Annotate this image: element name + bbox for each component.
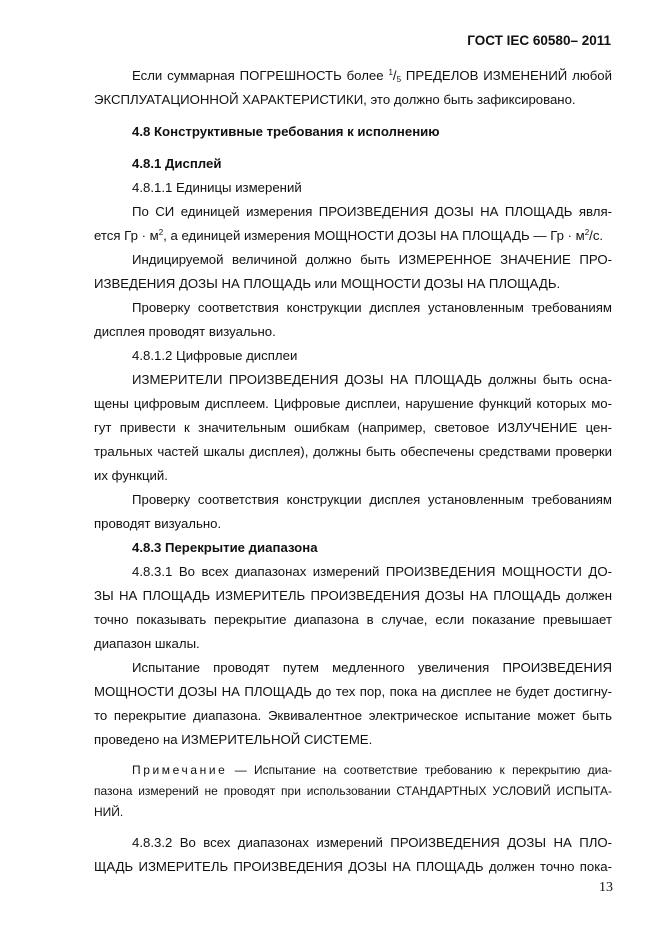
- section-heading-4-8: 4.8 Конструктивные требования к исполнению: [132, 124, 440, 139]
- page-number: 13: [599, 880, 613, 895]
- test-paragraph: Испытание проводят путем медленного увеличения ПРОИЗВЕДЕНИЯ МОЩНОСТИ ДОЗЫ НА ПЛОЩАДЬ до тех пор, пока на дисплее не будет достигну- то перекрытие диапазона. Эквивалентное электрическое испытание может быть проведено на ИЗМЕРИТЕЛЬНОЙ СИСТЕМЕ.: [94, 660, 612, 747]
- digital-displays-paragraph: ИЗМЕРИТЕЛИ ПРОИЗВЕДЕНИЯ ДОЗЫ НА ПЛОЩАДЬ должны быть осна- щены цифровым дисплеем. Цифровые дисплеи, нарушение функций которых мо- гут привести к значительным ошибкам (например, световое ИЗЛУЧЕНИЕ цен- тральных частей шкалы дисплея), должны быть обеспечены средствами проверки их функций.: [94, 372, 612, 483]
- intro-paragraph: Если суммарная ПОГРЕШНОСТЬ более $^1/_5$ ПРЕДЕЛОВ ИЗМЕНЕНИЙ любой ЭКСПЛУАТАЦИОННОЙ ХАРАКТЕРИСТИКИ, это должно быть зафиксировано.: [94, 68, 612, 107]
- section-heading-4-8-3: 4.8.3 Перекрытие диапазона: [132, 540, 318, 555]
- note-paragraph: Примечание — Испытание на соответствие требованию к перекрытию диа- пазона измерений не проводят при использовании СТАНДАРТНЫХ УСЛОВИЙ ИСПЫТА- НИЙ.: [94, 763, 612, 819]
- paragraph-4-8-3-2: 4.8.3.2 Во всех диапазонах измерений ПРОИЗВЕДЕНИЯ ДОЗЫ НА ПЛО- ЩАДЬ ИЗМЕРИТЕЛЬ ПРОИЗВЕДЕНИЯ ДОЗЫ НА ПЛОЩАДЬ должен точно пока-: [94, 835, 612, 874]
- check-paragraph-1: Проверку соответствия конструкции дисплея установленным требованиям дисплея проводят визуально.: [94, 300, 612, 339]
- indicated-value-paragraph: Индицируемой величиной должно быть ИЗМЕРЕННОЕ ЗНАЧЕНИЕ ПРО- ИЗВЕДЕНИЯ ДОЗЫ НА ПЛОЩАДЬ или МОЩНОСТИ ДОЗЫ НА ПЛОЩАДЬ.: [94, 252, 612, 291]
- section-heading-4-8-1: 4.8.1 Дисплей: [132, 156, 222, 171]
- note-label: Примечание: [132, 763, 228, 777]
- check-paragraph-2: Проверку соответствия конструкции дисплея установленным требованиям проводят визуально.: [94, 492, 612, 531]
- range-overlap-paragraph: 4.8.3.1 Во всех диапазонах измерений ПРОИЗВЕДЕНИЯ МОЩНОСТИ ДО- ЗЫ НА ПЛОЩАДЬ ИЗМЕРИТЕЛЬ ПРОИЗВЕДЕНИЯ ДОЗЫ НА ПЛОЩАДЬ должен точно показывать перекрытие диапазона в случае, если показание превышает диапазон шкалы.: [94, 564, 612, 651]
- subsection-heading-4-8-1-2: 4.8.1.2 Цифровые дисплеи: [132, 348, 298, 363]
- subsection-heading-4-8-1-1: 4.8.1.1 Единицы измерений: [132, 180, 302, 195]
- document-body: [94, 64, 612, 879]
- units-paragraph: По СИ единицей измерения ПРОИЗВЕДЕНИЯ ДОЗЫ НА ПЛОЩАДЬ явля- ется Гр · $м^2$, а единицей измерения МОЩНОСТИ ДОЗЫ НА ПЛОЩАДЬ — Гр · $м^2/с$.: [94, 204, 612, 243]
- document-header: ГОСТ IEC 60580– 2011: [467, 33, 611, 48]
